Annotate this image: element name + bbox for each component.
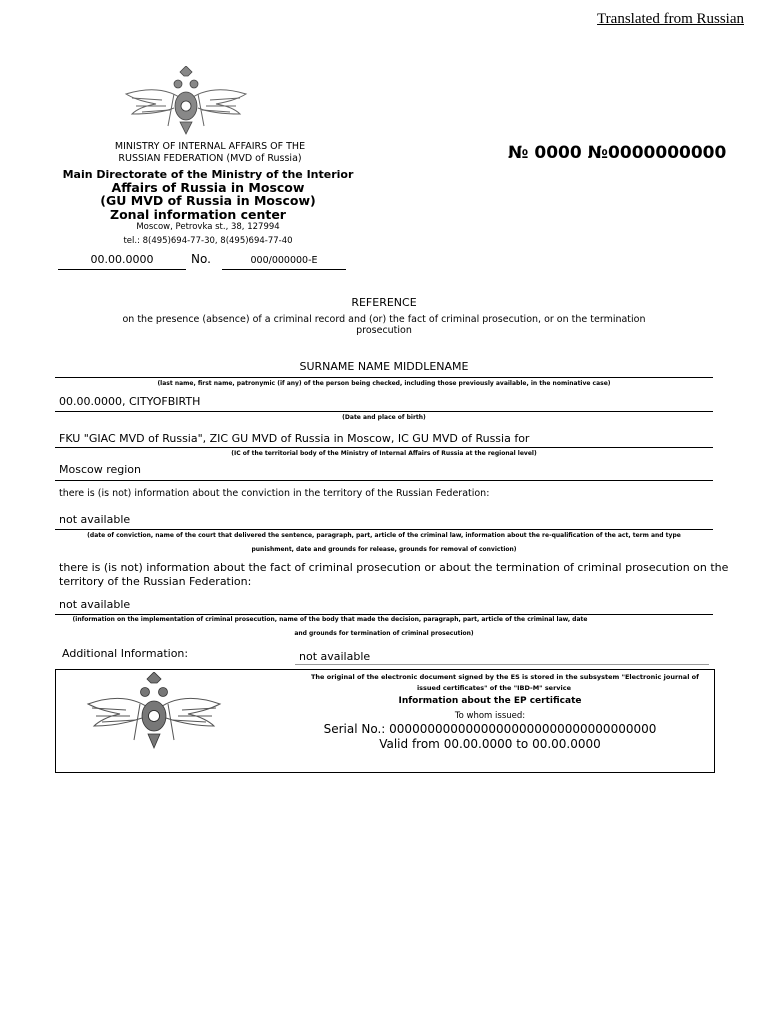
reference-heading: REFERENCE: [351, 296, 417, 309]
issue-number-line: [222, 269, 346, 270]
prosecution-caption-2: and grounds for termination of criminal prosecution): [294, 630, 474, 637]
issuer-line2: RUSSIAN FEDERATION (MVD of Russia): [118, 153, 302, 164]
prosecution-statement-2: territory of the Russian Federation:: [59, 575, 252, 588]
issue-no-label: No.: [191, 252, 211, 266]
reference-subtitle-1: on the presence (absence) of a criminal record and (or) the fact of criminal prosecution, or on the termination: [122, 314, 646, 325]
additional-label: Additional Information:: [62, 647, 189, 660]
prosecution-caption-1: (information on the implementation of criminal prosecution, name of the body that made the decision, paragraph, part, article of the criminal law, date: [72, 616, 588, 623]
conviction-caption-2: punishment, date and grounds for release, grounds for removal of conviction): [251, 546, 517, 553]
ic-caption: (IC of the territorial body of the Ministry of Internal Affairs of Russia at the regional level): [231, 450, 537, 457]
issuer-line1: MINISTRY OF INTERNAL AFFAIRS OF THE: [114, 141, 306, 152]
issue-number: 000/000000-E: [250, 255, 318, 266]
conviction-caption-1: (date of conviction, name of the court that delivered the sentence, paragraph, part, article of the criminal law, information about the re-qualification of the act, term and type: [87, 532, 681, 539]
conviction-line: [55, 529, 713, 530]
issuer-line5: (GU MVD of Russia in Moscow): [100, 193, 316, 208]
certificate-serial: Serial No.: 00000000000000000000000000000000000: [323, 722, 657, 736]
ic-line2-underline: [55, 480, 713, 481]
prosecution-value: not available: [59, 598, 131, 611]
person-birth-caption: (Date and place of birth): [342, 414, 426, 421]
prosecution-line: [55, 614, 713, 615]
reference-subtitle-2: prosecution: [356, 325, 412, 336]
issuer-line6: Zonal information center: [110, 207, 286, 222]
mvd-emblem-seal-icon: [84, 672, 224, 752]
additional-value: not available: [299, 650, 371, 663]
translated-note: Translated from Russian: [597, 11, 744, 27]
issuer-block: [60, 141, 360, 165]
ic-line1: FKU "GIAC MVD of Russia", ZIC GU MVD of Russia in Moscow, IC GU MVD of Russia for: [59, 432, 530, 445]
person-name-line: [55, 377, 713, 378]
additional-line: [295, 664, 709, 665]
issuer-line3: Main Directorate of the Ministry of the Interior: [62, 168, 354, 181]
conviction-statement: there is (is not) information about the conviction in the territory of the Russian Federation:: [59, 488, 490, 499]
certificate-to-whom: To whom issued:: [454, 711, 526, 721]
ic-line1-underline: [55, 447, 713, 448]
person-name: SURNAME NAME MIDDLENAME: [299, 360, 469, 373]
certificate-note-1: The original of the electronic document signed by the ES is stored in the subsystem "Electronic journal of: [311, 673, 699, 681]
mvd-emblem-icon: [122, 66, 250, 138]
person-birth: 00.00.0000, CITYOFBIRTH: [59, 395, 201, 408]
person-name-caption: (last name, first name, patronymic (if any) of the person being checked, including those previously available, in the nominative case): [157, 380, 611, 387]
issuer-address: Moscow, Petrovka st., 38, 127994: [136, 222, 280, 232]
certificate-note-2: issued certificates" of the "IBD-M" service: [416, 684, 572, 692]
issue-date: 00.00.0000: [90, 253, 154, 266]
document-number: № 0000 №0000000000: [508, 143, 727, 163]
certificate-heading: Information about the EP certificate: [398, 696, 582, 706]
prosecution-statement-1: there is (is not) information about the fact of criminal prosecution or about the termination of criminal prosecution on the: [59, 561, 729, 574]
issue-date-line: [58, 269, 186, 270]
certificate-valid: Valid from 00.00.0000 to 00.00.0000: [379, 737, 601, 751]
issuer-line4: Affairs of Russia in Moscow: [111, 180, 305, 195]
ic-line2: Moscow region: [59, 463, 142, 476]
person-birth-line: [55, 411, 713, 412]
issuer-phone: tel.: 8(495)694-77-30, 8(495)694-77-40: [123, 236, 293, 246]
conviction-value: not available: [59, 513, 131, 526]
